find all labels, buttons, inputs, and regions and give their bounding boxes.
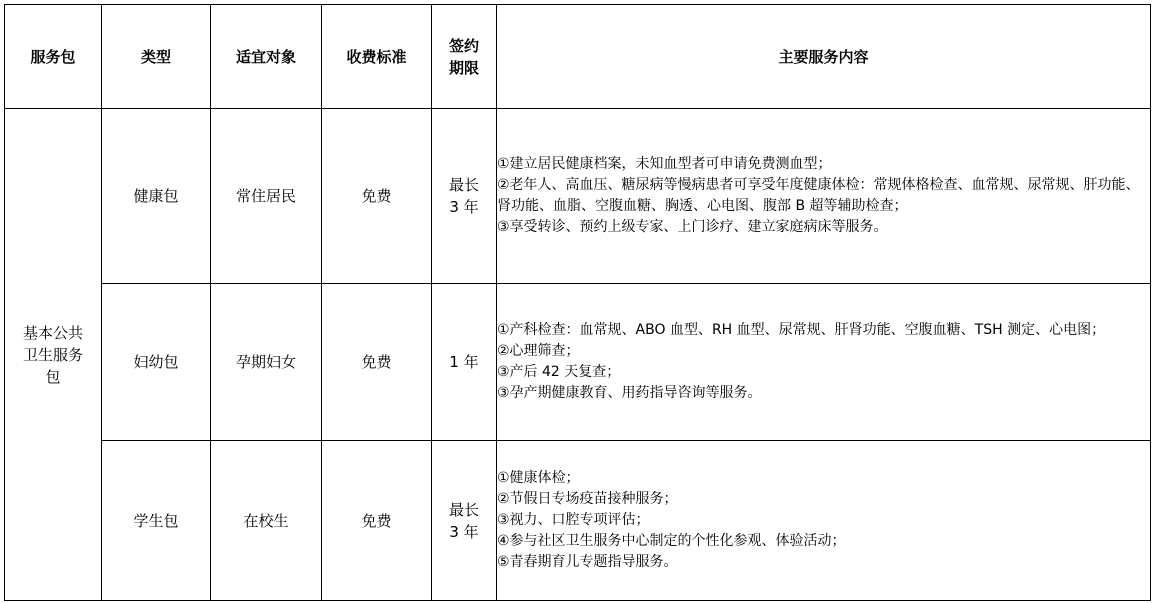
- term-line2: 3 年: [449, 198, 479, 216]
- content-item: ②节假日专场疫苗接种服务；: [497, 491, 678, 507]
- type-cell: 健康包: [102, 109, 211, 284]
- table-row: [5, 284, 1151, 441]
- table-row: [5, 109, 1151, 284]
- service-package-table: [4, 4, 1151, 601]
- fee-cell: 免费: [322, 109, 432, 284]
- content-item: ③享受转诊、预约上级专家、上门诊疗、建立家庭病床等服务。: [497, 219, 888, 235]
- package-name-line1: 基本公共: [22, 323, 83, 342]
- target-cell: 在校生: [211, 441, 322, 601]
- package-name-line3: 包: [45, 367, 61, 386]
- content-item: ⑤青春期育儿专题指导服务。: [497, 554, 678, 570]
- header-fee: 收费标准: [322, 5, 432, 109]
- content-cell: [497, 441, 1151, 601]
- header-term: [432, 5, 497, 109]
- content-item: ②老年人、高血压、糖尿病等慢病患者可享受年度健康体检：常规体格检查、血常规、尿常规、肝功能、肾功能、血脂、空腹血糖、胸透、心电图、腹部 B 超等辅助检查；: [497, 177, 1140, 214]
- content-item: ①健康体检；: [497, 470, 580, 486]
- content-item: ②心理筛查；: [497, 343, 580, 359]
- header-type: 类型: [102, 5, 211, 109]
- term-cell: [432, 284, 497, 441]
- content-cell: [497, 284, 1151, 441]
- content-item: ①产科检查：血常规、ABO 血型、RH 血型、尿常规、肝肾功能、空腹血糖、TSH 测定、心电图；: [497, 322, 1106, 338]
- header-package: 服务包: [5, 5, 102, 109]
- term-cell: [432, 109, 497, 284]
- header-row: [5, 5, 1151, 109]
- fee-cell: 免费: [322, 284, 432, 441]
- target-cell: 常住居民: [211, 109, 322, 284]
- header-target: 适宜对象: [211, 5, 322, 109]
- type-cell: 学生包: [102, 441, 211, 601]
- term-line1: 最长: [448, 176, 479, 194]
- content-item: ③视力、口腔专项评估；: [497, 512, 650, 528]
- content-cell: [497, 109, 1151, 284]
- package-name-cell: [5, 109, 102, 601]
- content-item: ③孕产期健康教育、用药指导咨询等服务。: [497, 385, 762, 401]
- header-term-line2: 期限: [448, 58, 479, 77]
- content-item: ④参与社区卫生服务中心制定的个性化参观、体验活动；: [497, 533, 846, 549]
- fee-cell: 免费: [322, 441, 432, 601]
- term-line2: 3 年: [449, 522, 479, 541]
- content-item: ③产后 42 天复查；: [497, 364, 621, 380]
- term-line1: 1 年: [449, 353, 479, 371]
- table-row: [5, 441, 1151, 601]
- content-item: ①建立居民健康档案，未知血型者可申请免费测血型；: [497, 156, 832, 172]
- header-content: 主要服务内容: [497, 5, 1151, 109]
- term-cell: [432, 441, 497, 601]
- term-line1: 最长: [448, 500, 479, 519]
- target-cell: 孕期妇女: [211, 284, 322, 441]
- header-term-line1: 签约: [448, 36, 479, 55]
- package-name-line2: 卫生服务: [22, 345, 83, 364]
- type-cell: 妇幼包: [102, 284, 211, 441]
